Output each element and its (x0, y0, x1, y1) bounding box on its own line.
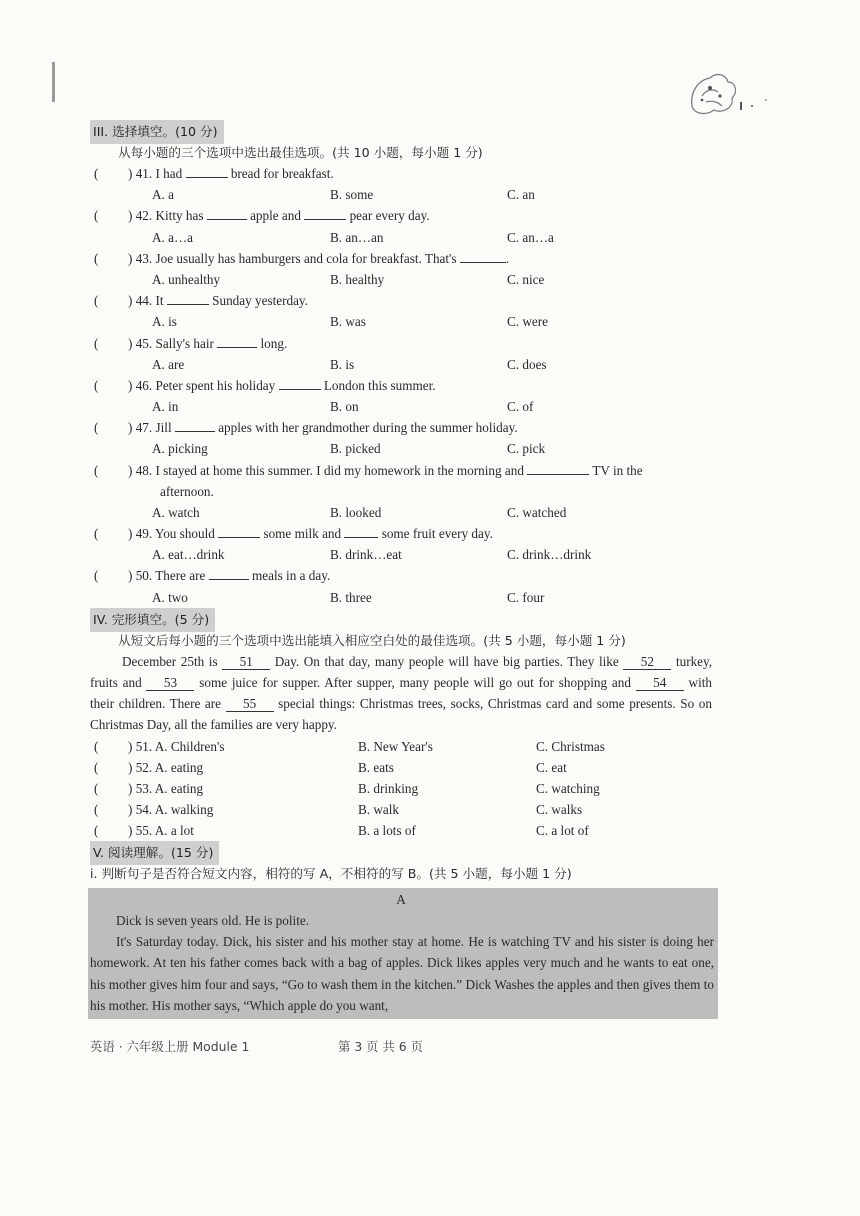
option-b: B. some (330, 187, 374, 203)
option-row (90, 311, 712, 332)
question-text: ) 41. I had bread for breakfast. (128, 166, 334, 181)
question-row (90, 523, 712, 544)
cloze-blank-55: 55 (226, 696, 274, 712)
option-row (90, 438, 712, 459)
cloze-option-a: ) 53. A. eating (128, 780, 204, 796)
question-row (90, 565, 712, 586)
option-a: A. in (152, 399, 179, 415)
answer-paren: ( (94, 759, 99, 775)
option-a: A. unhealthy (152, 271, 221, 287)
question-row (90, 417, 712, 438)
question-row (90, 290, 712, 311)
answer-blank (207, 207, 247, 220)
question-text: ) 43. Joe usually has hamburgers and cola for breakfast. That's . (128, 250, 510, 266)
option-c: C. watched (507, 504, 567, 520)
question-number: ) 50. (128, 568, 153, 584)
option-a: A. are (152, 356, 185, 372)
section-3-questions (90, 163, 712, 608)
option-row (90, 227, 712, 248)
option-b: B. on (330, 399, 359, 415)
answer-paren: ( (94, 250, 99, 266)
question-text: ) 47. Jill apples with her grandmother during the summer holiday. (128, 420, 518, 436)
question-number: ) 44. (128, 293, 153, 309)
answer-blank (175, 419, 215, 432)
cloze-blank-54: 54 (636, 675, 684, 691)
answer-paren: ( (94, 293, 99, 309)
option-b: B. an…an (330, 229, 384, 245)
cloze-option-b: B. walk (358, 801, 400, 817)
option-row (90, 587, 712, 608)
question-number: ) 42. (128, 208, 153, 224)
answer-paren: ( (94, 335, 99, 351)
question-row (90, 163, 712, 184)
option-a: A. two (152, 589, 188, 605)
question-text: ) 50. There are meals in a day. (128, 568, 331, 584)
answer-blank (209, 567, 249, 580)
section-4-questions (90, 736, 712, 841)
option-c: C. of (507, 399, 534, 415)
answer-paren: ( (94, 822, 99, 838)
option-row (90, 544, 712, 565)
footer-page-number: 第 3 页 共 6 页 (338, 1039, 424, 1054)
question-continuation: afternoon. (160, 483, 214, 499)
option-b: B. three (330, 589, 372, 605)
answer-paren: ( (94, 780, 99, 796)
section-5-instruction: i. 判断句子是否符合短文内容，相符的写 A，不相符的写 B。(共 5 小题，每小题 1 分) (90, 865, 572, 881)
page-footer (90, 1036, 712, 1058)
cloze-passage: December 25th is 51 Day. On that day, many people will have big parties. They like 52 turkey, fruits and 53 some juice for supper. After supper, many people will go out for shopping and 54 with their children. There are 55 special things: Christmas trees, socks, Christmas card and some presents. So on Christmas Day, all the families are very happy. (90, 653, 713, 733)
question-number: ) 48. (128, 462, 153, 478)
answer-paren: ( (94, 420, 99, 436)
section-5-heading: V. 阅读理解。(15 分) (90, 841, 219, 865)
answer-paren: ( (94, 462, 99, 478)
cloze-option-b: B. a lots of (358, 822, 416, 838)
corner-decoration-icon (680, 66, 770, 120)
question-number: ) 47. (128, 420, 153, 436)
cloze-blank-52: 52 (623, 654, 671, 670)
answer-blank (304, 207, 346, 220)
option-b: B. is (330, 356, 355, 372)
question-text: ) 42. Kitty has apple and pear every day. (128, 208, 430, 224)
option-row (90, 396, 712, 417)
question-number: ) 49. (128, 526, 153, 541)
reading-passage-a (88, 888, 718, 1019)
passage-title: A (396, 891, 406, 907)
answer-blank (527, 462, 589, 475)
cloze-option-a: ) 52. A. eating (128, 759, 204, 775)
cloze-option-b: B. drinking (358, 780, 419, 796)
cloze-question-row (90, 820, 712, 841)
answer-blank (279, 377, 321, 390)
answer-blank (167, 292, 209, 305)
passage-paragraph-2: It's Saturday today. Dick, his sister and his mother stay at home. He is watching TV and his sister is doing her homework. At ten his father comes back with a bag of apples. Dick likes apples very much and he wants to eat one, his mother gives him four and says, “Go to wash them in the kitchen.” Dick Washes the apples and then gives them to his mother. His mother says, “Which apple do you want, (90, 933, 714, 1014)
cloze-option-b: B. eats (358, 759, 394, 775)
option-b: B. healthy (330, 271, 385, 287)
option-c: C. four (507, 589, 545, 605)
question-row (90, 205, 712, 226)
cloze-option-c: C. watching (536, 780, 600, 796)
option-b: B. drink…eat (330, 547, 402, 563)
scan-edge-mark (52, 62, 55, 102)
option-a: A. picking (152, 441, 208, 457)
answer-paren: ( (94, 377, 99, 393)
answer-paren: ( (94, 208, 99, 224)
option-a: A. is (152, 314, 177, 330)
option-b: B. looked (330, 504, 382, 520)
cloze-option-c: C. Christmas (536, 738, 605, 754)
answer-paren: ( (94, 801, 99, 817)
question-number: ) 46. (128, 377, 153, 393)
answer-paren: ( (94, 166, 99, 181)
answer-blank (218, 525, 260, 538)
option-c: C. an…a (507, 229, 554, 245)
question-number: ) 41. (128, 166, 153, 181)
option-row (90, 184, 712, 205)
answer-blank (186, 165, 228, 178)
option-c: C. drink…drink (507, 547, 592, 563)
cloze-option-a: ) 55. A. a lot (128, 822, 194, 838)
option-row (90, 502, 712, 523)
cloze-option-c: C. a lot of (536, 822, 589, 838)
question-text: ) 44. It Sunday yesterday. (128, 293, 308, 309)
cloze-question-row (90, 736, 712, 757)
cloze-question-row (90, 799, 712, 820)
option-c: C. pick (507, 441, 546, 457)
option-a: A. eat…drink (152, 547, 225, 563)
option-a: A. a…a (152, 229, 194, 245)
cloze-option-c: C. walks (536, 801, 583, 817)
answer-blank (217, 335, 257, 348)
cloze-option-a: ) 51. A. Children's (128, 738, 225, 754)
option-b: B. was (330, 314, 366, 330)
question-text: ) 46. Peter spent his holiday London this summer. (128, 377, 436, 393)
cloze-question-row (90, 757, 712, 778)
passage-paragraph-1: Dick is seven years old. He is polite. (116, 912, 310, 928)
answer-blank (344, 525, 378, 538)
option-b: B. picked (330, 441, 381, 457)
section-4-instruction: 从短文后每小题的三个选项中选出能填入相应空白处的最佳选项。(共 5 小题，每小题 1 分) (118, 632, 626, 648)
section-3-instruction: 从每小题的三个选项中选出最佳选项。(共 10 小题，每小题 1 分) (118, 145, 483, 160)
option-a: A. watch (152, 504, 200, 520)
cloze-option-a: ) 54. A. walking (128, 801, 214, 817)
section-4-heading: IV. 完形填空。(5 分) (90, 608, 215, 632)
option-c: C. does (507, 356, 547, 372)
option-c: C. were (507, 314, 549, 330)
question-text: ) 48. I stayed at home this summer. I did my homework in the morning and TV in the (128, 462, 643, 478)
cloze-option-b: B. New Year's (358, 738, 433, 754)
section-3-heading: III. 选择填空。(10 分) (90, 120, 224, 144)
footer-book-title: 英语 · 六年级上册 Module 1 (90, 1039, 250, 1054)
option-c: C. an (507, 187, 535, 203)
answer-paren: ( (94, 568, 99, 584)
cloze-option-c: C. eat (536, 759, 567, 775)
question-row (90, 333, 712, 354)
option-row (90, 354, 712, 375)
answer-blank (460, 250, 506, 263)
option-c: C. nice (507, 271, 545, 287)
answer-paren: ( (94, 738, 99, 754)
question-row (90, 375, 712, 396)
question-row (90, 460, 712, 481)
cloze-question-row (90, 778, 712, 799)
cloze-blank-51: 51 (222, 654, 270, 670)
question-row (90, 248, 712, 269)
option-row (90, 269, 712, 290)
exam-page (90, 120, 712, 1019)
cloze-blank-53: 53 (146, 675, 194, 691)
question-number: ) 43. (128, 250, 153, 266)
option-a: A. a (152, 187, 174, 203)
answer-paren: ( (94, 526, 99, 541)
question-text: ) 45. Sally's hair long. (128, 335, 288, 351)
question-text: ) 49. You should some milk and some fruit every day. (128, 526, 493, 541)
question-number: ) 45. (128, 335, 153, 351)
